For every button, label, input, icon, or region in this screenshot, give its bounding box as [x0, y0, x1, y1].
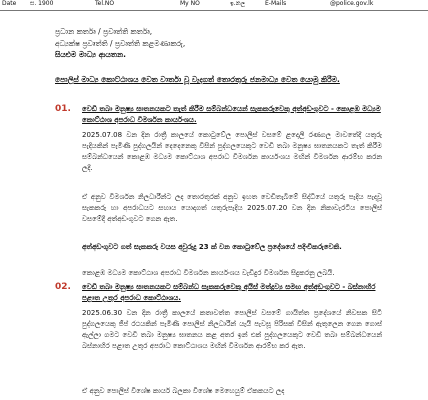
section-paragraph: 2025.07.08 වන දින රාත්‍රී කාලයේ කොටුවේල පොලිස් වසමේ ළදෙලි රණගල මාවතේදී යතුරු පැදියකින් පැමිණි පුද්ගලයින් දෙදෙනෙකු විසින් පුද්ගලයෙකුට වෙඩි තබා මනුෂ්‍ය ඝාතනයකට තැත් කිරීම සම්බන්ධයෙන් කොළඹ මධ්‍යම කොට්ඨාශ අපරාධ විමර්ශන කාර්යංශය මඟින් විමර්ශන ආරම්භ කරන ලදී. [82, 131, 382, 172]
addressee-block [55, 26, 185, 61]
addressee-line: අධ්‍යක්ෂ ප්‍රවෘත්ති / ප්‍රවෘත්ති කළමණාකරු, [55, 38, 186, 48]
emails-label: E-Mails [265, 0, 287, 7]
section-number: 01. [55, 104, 71, 114]
section-paragraph: ඒ අනුව විමර්ශන නිලධාරීන්ට ලද තොරතුරක් අනුව ඉහත වෙඩිතැබීමේ සිද්ධියේ යතුරු පැදිය පැදවූ සැකකරු හා අපරාධයට සහාය යොදාගත් යතුරුපැදිය 2025.07.20 වන දින නිකාවැරටිය පොලිස් වසමේදී අත්අඩංගුවට ගෙන ඇත. [82, 193, 382, 223]
header-email-domain: @police.gov.lk [330, 0, 374, 7]
section-paragraph: අත්අඩංගුවට ගත් සැකකරු වයස අවුරුදු 23 ක් වන කොටුවේල ප්‍රදේශයේ පදිංචිකරුවෙකි. [82, 243, 342, 251]
date-label: Date [2, 0, 17, 7]
date-value: ස. 1900 [30, 0, 54, 7]
tel-label: Tel.NO [95, 0, 115, 7]
addressee-line: ප්‍රධාන කර්තෘ / ප්‍රවෘත්ති කර්තෘ, [55, 27, 153, 36]
section-title: වෙඩි තබා මනුෂ්‍ය ඝාතනයකට සම්බන්ධ සැකකරුවෙකු අයිස් මත්ද්‍රව්‍ය සමඟ අත්අඩංගුවට - බස්නාහිර පළාත උතුර අපරාධ කොට්ඨාශය. [82, 283, 376, 302]
section-paragraph: කොළඹ මධ්‍යම කොට්ඨාශ අපරාධ විමර්ශන කාර්යංශය වැඩිදුර විමර්ශන සිදුකරනු ලබයි. [82, 269, 335, 277]
subject-heading: පොලිස් මාධ්‍ය කොට්ඨාශය වෙත වාර්තා වූ වැදගත් තොරතුරු ජනමාධ්‍ය වෙත යොමු කිරීම. [55, 75, 340, 84]
my-no-label: My NO [180, 0, 200, 7]
section-01 [55, 104, 395, 277]
section-paragraph: ඒ අනුව පොලිස් විශේෂ කාර්ය බලකා විශේෂ මෙහෙයුම් ඒකකයට ලද [82, 387, 285, 395]
section-title: වෙඩි තබා මනුෂ්‍ය ඝාතනයකට තැත් කිරීම සම්බන්ධයෙන් සැකකරුවෙකු අත්අඩංගුවට - කොළඹ මධ්‍යම කොට්ඨාශ අපරාධ විමර්ශන කාර්යංශය. [82, 105, 381, 124]
header-extra-left: ඉ.නල [230, 0, 246, 7]
section-02 [55, 282, 395, 400]
addressee-line: සියළුම මාධ්‍ය ආයතන. [55, 50, 126, 59]
section-number: 02. [55, 282, 71, 292]
letterhead-strip [0, 0, 428, 11]
section-paragraph: 2025.06.30 වන දින රාත්‍රී කාලයේ කතාවත්ත පොලිස් වසමේ ගායිත්ත ප්‍රදේශයේ නිවසක සිටි පුද්ගලයෙකු ජීප් රථයකින් පැමිණි පොලිස් නිලධාරීන් යැයි පැවසූ පිරිසක් විසින් ඇතුලෙන ගෙන ගොස් ඇල්ලා ගමට වෙඩි තබා මනුෂ්‍ය ඝාතනය කළ අතර ඉන් එක් පුද්ගලයෙකුට වෙඩි තබා සම්බන්ධයෙන් බස්නාහිර පළාත උතුර අපරාධ කොට්ඨාශය මඟින් විමර්ශන ආරම්භ කර ඇත. [82, 309, 382, 350]
